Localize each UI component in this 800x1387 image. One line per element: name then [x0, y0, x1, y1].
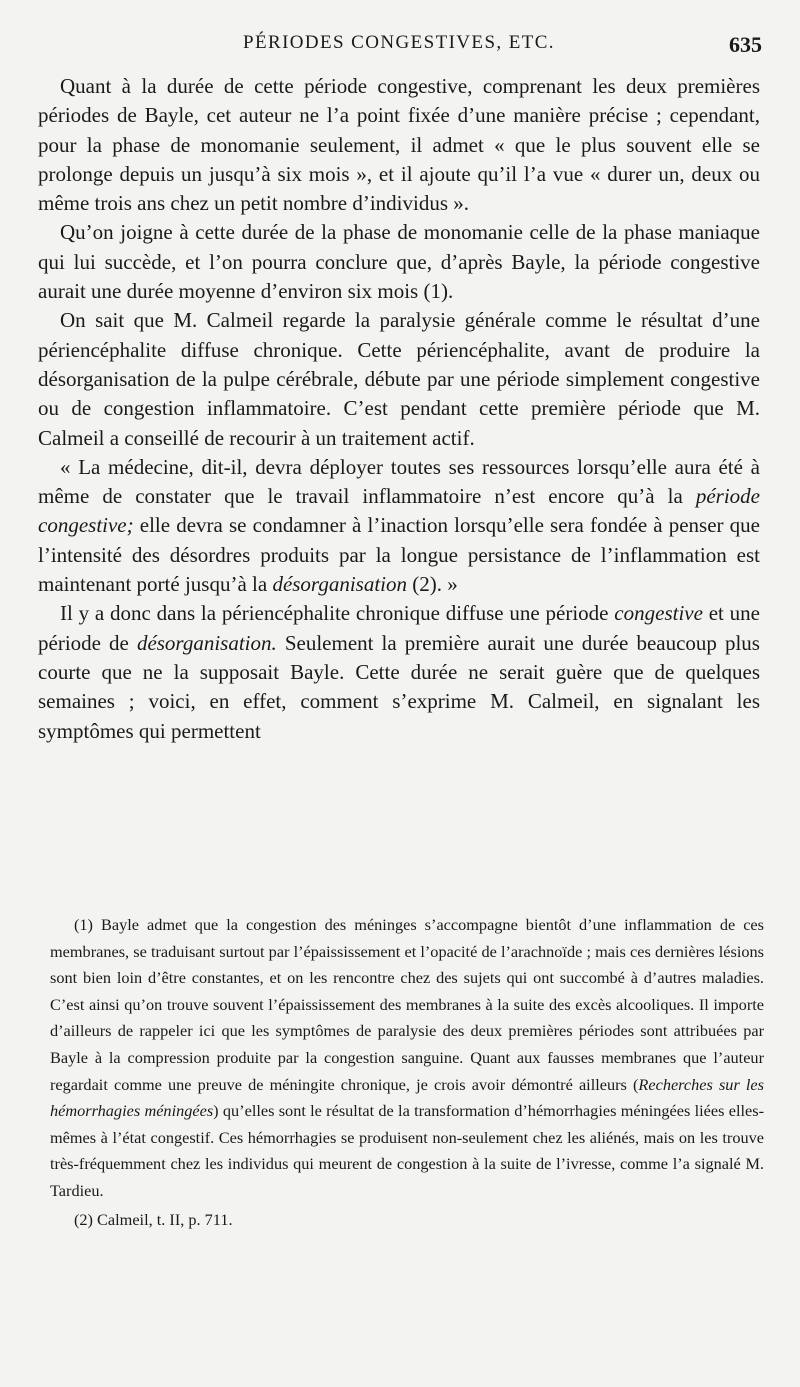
- text-run: (2). »: [407, 572, 458, 597]
- footnotes: [50, 912, 764, 1233]
- text-run: Seulement la première aurait une durée beaucoup plus courte que ne la supposait Bayle. Cette durée ne serait guère que de quelques semaines ; voici, en effet, comment s’exprime M. Calmeil, en signalant les symptômes qui permettent: [38, 630, 760, 743]
- text-run: elle devra se condamner à l’inaction lorsqu’elle sera fondée à penser que l’intensité des désordres produits par la longue persistance de l’inflammation est maintenant porté jusqu’à la: [38, 513, 760, 597]
- page-number: 635: [729, 32, 762, 57]
- text-run: ) qu’elles sont le résultat de la transformation d’hémorrhagies méningées liées elles-mêmes à l’état congestif. Ces hémorrhagies se produisent non-seulement chez les aliénés, mais on les trouve très-fréquemment chez les individus qui meurent de congestion à la suite de l’ivresse, comme l’a signalé M. Tardieu.: [50, 1101, 764, 1200]
- emphasis: désorganisation: [272, 572, 407, 597]
- emphasis: congestive: [614, 601, 703, 626]
- paragraph: Qu’on joigne à cette durée de la phase de monomanie celle de la phase maniaque qui lui succède, et l’on pourra conclure que, d’après Bayle, la période congestive aurait une durée moyenne d’environ six mois (1).: [38, 220, 760, 304]
- paragraph: [38, 599, 760, 745]
- quote-paragraph: [38, 453, 760, 599]
- emphasis: Recherches sur les hémorrhagies méningées: [50, 1074, 764, 1121]
- footnote-2: (2) Calmeil, t. II, p. 711.: [74, 1209, 233, 1229]
- text-run: (1) Bayle admet que la congestion des méninges s’accompagne bientôt d’une inflammation de ces membranes, se traduisant surtout par l’épaississement et l’opacité de l’arachnoïde ; mais ces dernières lésions sont bien loin d’être constantes, et on les rencontre chez des sujets qui ont succombé à d’autres maladies. C’est ainsi qu’on trouve souvent l’épaississement des membranes à la suite des excès alcooliques. Il importe d’ailleurs de rappeler ici que les symptômes de paralysie des deux premières périodes sont attribuées par Bayle à la compression produite par la congestion sanguine. Quant aux fausses membranes que l’auteur regardait comme une preuve de méningite chronique, je crois avoir démontré ailleurs (: [50, 915, 764, 1094]
- text-run: « La médecine, dit-il, devra déployer toutes ses ressources lorsqu’elle aura été à même de constater que le travail inflammatoire n’est encore qu’à la: [38, 454, 760, 509]
- emphasis: période congestive;: [38, 484, 760, 538]
- running-title: PÉRIODES CONGESTIVES, ETC.: [243, 32, 555, 53]
- main-text: [38, 72, 760, 746]
- emphasis: désorganisation.: [136, 630, 277, 655]
- paragraph: Quant à la durée de cette période congestive, comprenant les deux premières périodes de Bayle, cet auteur ne l’a point fixée d’une manière précise ; cependant, pour la phase de monomanie seulement, il admet « que le plus souvent elle se prolonge depuis un jusqu’à six mois », et il ajoute qu’il l’a vue « durer un, deux ou même trois ans chez un petit nombre d’individus ».: [38, 74, 760, 216]
- text-run: Il y a donc dans la périencéphalite chronique diffuse une période: [60, 601, 615, 626]
- page-header: [36, 32, 762, 62]
- paragraph: On sait que M. Calmeil regarde la paralysie générale comme le résultat d’une périencéphalite diffuse chronique. Cette périencéphalite, avant de produire la désorganisation de la pulpe cérébrale, débute par une période simplement congestive ou de congestion inflammatoire. C’est pendant cette première période que M. Calmeil a conseillé de recourir à un traitement actif.: [38, 308, 760, 450]
- text-run: et une période de: [38, 601, 760, 655]
- footnote-1: [50, 912, 764, 1205]
